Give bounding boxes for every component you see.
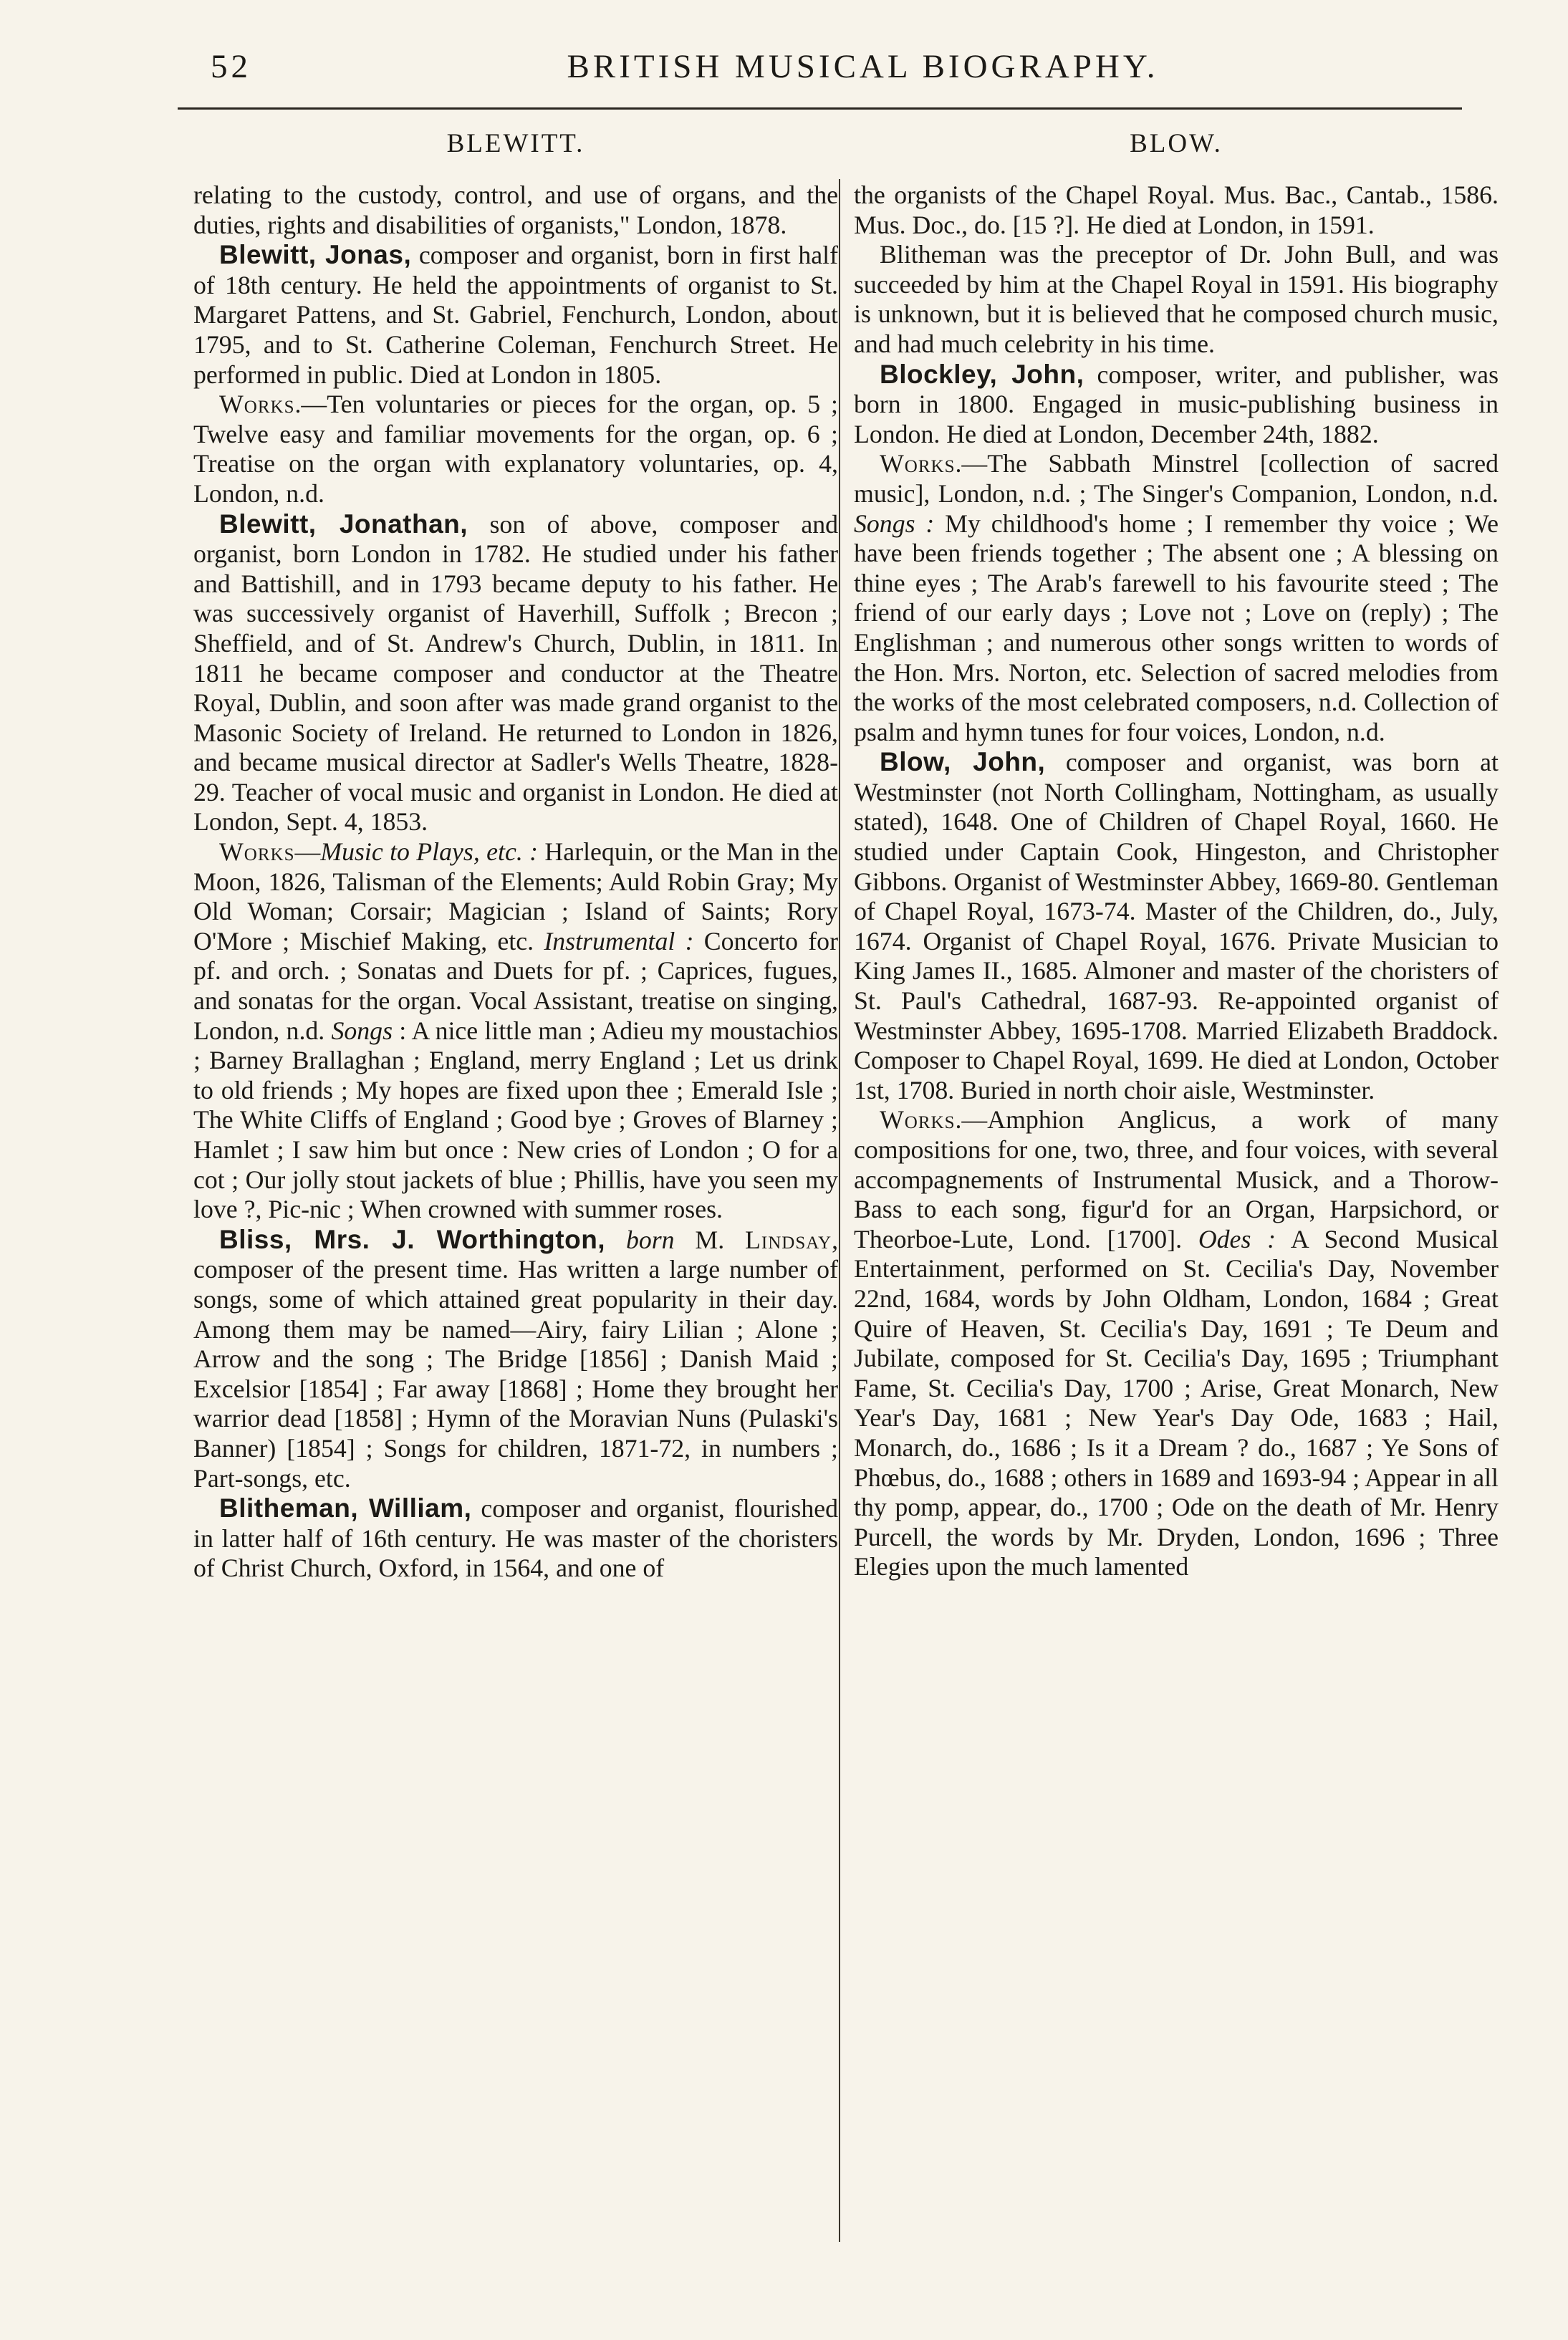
entry-text: son of above, composer and organist, born London in 1782. He studied under his father and Battishill, and in 1793 became deputy to his father. He was successively organist of Haverhill, Suffolk ; Brecon ; Sheffield, and of St. Andrew's Church, Dublin, in 1811. In 1811 he became composer and conductor at the Theatre Royal, Dublin, and soon after was made grand organist to the Masonic Society of Ireland. He returned to London in 1826, and became musical director at Sadler's Wells Theatre, 1828-29. Teacher of vocal music and organist in London. He died at London, Sept. 4, 1853. [193,509,838,837]
entry-headword: Blockley, John, [880,359,1084,389]
works-dash: — [294,837,321,867]
works-text: : A nice little man ; Adieu my moustachios ; Barney Brallaghan ; England, merry England ; Let us drink to old friends ; My hopes are fixed upon thee ; Emerald Isle ; The White Cliffs of England ; Good bye ; Groves of Blarney ; Hamlet ; I saw him but once : New cries of London ; O for a cot ; Our jolly stout jackets of blue ; Phillis, have you seen my love ?, Pic-nic ; When crowned with summer roses. [193,1016,839,1224]
works-category-label: Songs : [854,509,935,538]
works-blewitt-jonas [193,390,838,509]
left-column-heading: BLEWITT. [446,129,585,158]
born-initial: M. [695,1225,746,1254]
works-blockley [854,449,1499,747]
works-text: Concerto for pf. and orch. ; Sonatas and Duets for pf. ; Caprices, fugues, and sonatas for the organ. Vocal Assistant, treatise on singing, London, n.d. [193,926,838,1045]
page-title: BRITISH MUSICAL BIOGRAPHY. [567,48,1159,85]
works-text: A Second Musical Entertainment, performed on St. Cecilia's Day, November 22nd, 1684, words by John Oldham, London, 1684 ; Great Quire of Heaven, St. Cecilia's Day, 1691 ; Te Deum and Jubilate, composed for St. Cecilia's Day, 1695 ; Triumphant Fame, St. Cecilia's Day, 1700 ; Arise, Great Monarch, New Year's Day, 1681 ; New Year's Day Ode, 1683 ; Hail, Monarch, do., 1686 ; Is it a Dream ? do., 1687 ; Ye Sons of Phœbus, do., 1688 ; others in 1689 and 1693-94 ; Appear in all thy pomp, appear, do., 1700 ; Ode on the death of Mr. Henry Purcell, the words by Mr. Dryden, London, 1696 ; Three Elegies upon the much lamented [854,1224,1499,1581]
works-label: Works [219,390,295,419]
entry-headword: Blitheman, William, [219,1493,472,1523]
right-column [854,129,1499,1582]
continuation-paragraph: relating to the custody, control, and use of organs, and the duties, rights and disabilities of organists," London, 1878. [193,180,838,239]
page-number: 52 [211,48,251,85]
born-surname: Lindsay [745,1225,832,1254]
entry-text: composer, writer, and publisher, was born in 1800. Engaged in music-publishing business in London. He died at London, December 24th, 1882. [854,360,1499,448]
works-text: .—Ten voluntaries or pieces for the organ, op. 5 ; Twelve easy and familiar movements for the organ, op. 6 ; Treatise on the organ with explanatory voluntaries, op. 4, London, n.d. [193,390,838,508]
entry-headword: Bliss, Mrs. J. Worthington, [219,1224,606,1254]
entry-blockley [854,360,1499,450]
works-text: Harlequin, or the Man in the Moon, 1826, Talisman of the Elements; Auld Robin Gray; My Old Woman; Corsair; Magician ; Island of Saints; Rory O'More ; Mischief Making, etc. [193,837,838,955]
works-category-label: Songs [331,1016,393,1045]
works-label: Works [880,449,956,478]
right-column-heading: BLOW. [1130,129,1223,158]
entry-text: composer and organist, born in first half of 18th century. He held the appointments of organist to St. Margaret Pattens, and St. Gabriel, Fenchurch, London, about 1795, and to St. Catherine Coleman, Fenchurch Street. He performed in public. Died at London in 1805. [193,241,838,389]
works-label: Works [219,837,295,867]
entry-headword: Blewitt, Jonathan, [219,509,468,539]
entry-text: composer and organist, was born at Westminster (not North Collingham, Nottingham, as usually stated), 1648. One of Children of Chapel Royal, 1660. He studied under Captain Cook, Hingeston, and Christopher Gibbons. Organist of Westminster Abbey, 1669-80. Gentleman of Chapel Royal, 1673-74. Master of the Children, do., July, 1674. Organist of Chapel Royal, 1676. Private Musician to King James II., 1685. Almoner and master of the choristers of St. Paul's Cathedral, 1687-93. Re-appointed organist of Westminster Abbey, 1695-1708. Married Elizabeth Braddock. Composer to Chapel Royal, 1699. He died at London, October 1st, 1708. Buried in north choir aisle, Westminster. [854,748,1499,1104]
works-label: Works [880,1105,956,1135]
entry-blow [854,747,1499,1105]
column-divider [839,179,840,2242]
works-category-label: Odes : [1198,1224,1276,1253]
born-label: born [625,1225,675,1254]
works-text: My childhood's home ; I remember thy voice ; We have been friends together ; The absent one ; A blessing on thine eyes ; The Arab's farewell to his favourite steed ; The friend of our early days ; Love not ; Love on (reply) ; The Englishman ; and numerous other songs written to words of the Hon. Mrs. Norton, etc. Selection of sacred melodies from the works of the most celebrated composers, n.d. Collection of psalm and hymn tunes for four voices, London, n.d. [854,509,1499,746]
entry-headword: Blewitt, Jonas, [219,240,412,270]
header-rule [178,107,1462,110]
entry-text: composer and organist, flourished in latter half of 16th century. He was master of the choristers of Christ Church, Oxford, in 1564, and one of [193,1494,838,1583]
entry-blitheman [193,1493,838,1584]
works-blow [854,1105,1499,1582]
entry-bliss [193,1225,838,1493]
running-head [178,44,1462,102]
continuation-paragraph: the organists of the Chapel Royal. Mus. Bac., Cantab., 1586. Mus. Doc., do. [15 ?]. He died at London, in 1591. [854,180,1499,239]
works-category-label: Instrumental : [544,926,694,955]
works-text: .—Amphion Anglicus, a work of many compositions for one, two, three, and four voices, with several accompagnements of Instrumental Musick, and a Thorow-Bass to each song, figur'd for an Organ, Harpsichord, or Theorboe-Lute, Lond. [1700]. [854,1105,1499,1253]
entry-headword: Blow, John, [880,747,1046,777]
left-column [193,129,838,1584]
works-blewitt-jonathan [193,837,838,1225]
entry-blewitt-jonathan [193,509,838,838]
works-text: .—The Sabbath Minstrel [collection of sacred music], London, n.d. ; The Singer's Companion, London, n.d. [854,449,1499,508]
blitheman-paragraph: Blitheman was the preceptor of Dr. John Bull, and was succeeded by him at the Chapel Royal in 1591. His biography is unknown, but it is believed that he composed church music, and had much celebrity in his time. [854,240,1499,358]
entry-text: , composer of the present time. Has written a large number of songs, some of which attained great popularity in their day. Among them may be named—Airy, fairy Lilian ; Alone ; Arrow and the song ; The Bridge [1856] ; Danish Maid ; Excelsior [1854] ; Far away [1868] ; Home they brought her warrior dead [1858] ; Hymn of the Moravian Nuns (Pulaski's Banner) [1854] ; Songs for children, 1871-72, in numbers ; Part-songs, etc. [193,1225,839,1493]
works-category-label: Music to Plays, etc. : [320,837,539,867]
entry-blewitt-jonas [193,240,838,390]
